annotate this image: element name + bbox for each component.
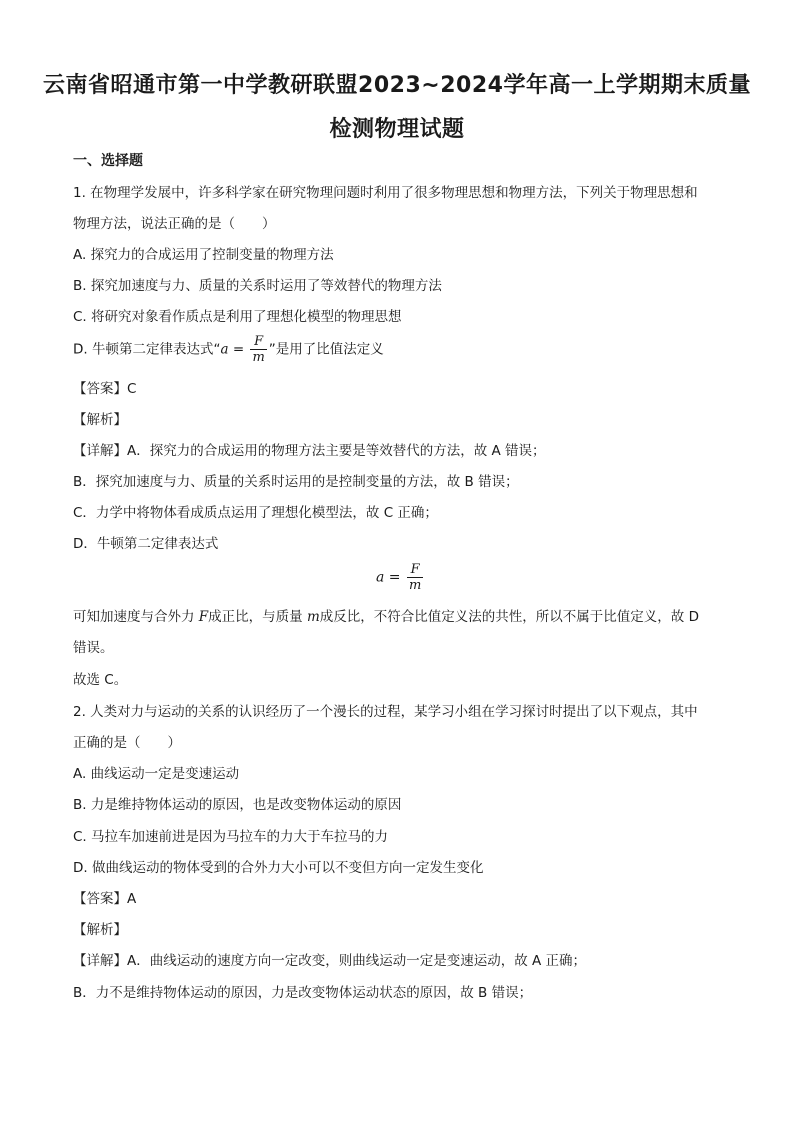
q2-option-b: B. 力是维持物体运动的原因，也是改变物体运动的原因 [73,797,402,813]
detail-text: A．曲线运动的速度方向一定改变，则曲线运动一定是变速运动，故 A 正确； [127,953,587,969]
q1-detail-line3: C．力学中将物体看成质点运用了理想化模型法，故 C 正确； [73,505,438,521]
q1-detail-line6: 错误。 [73,640,114,656]
detail-text: A．探究力的合成运用的物理方法主要是等效替代的方法，故 A 错误； [127,443,546,459]
q2-detail-line2: B．力不是维持物体运动的原因，力是改变物体运动状态的原因，故 B 错误； [73,985,533,1001]
answer-tag: 【答案】 [73,381,127,397]
q2-stem-line1: 2. 人类对力与运动的关系的认识经历了一个漫长的过程，某学习小组在学习探讨时提出了以下观点，其中 [73,704,698,720]
var-F: F [198,609,209,625]
q1-option-b: B. 探究加速度与力、质量的关系时运用了等效替代的物理方法 [73,278,442,294]
detail-tag: 【详解】 [73,953,127,969]
q2-detail-line1 [73,952,586,970]
q1-option-d-prefix: D. 牛顿第二定律表达式“ [73,341,221,358]
q2-option-d: D. 做曲线运动的物体受到的合外力大小可以不变但方向一定发生变化 [73,860,484,876]
q1-stem-line1: 1. 在物理学发展中，许多科学家在研究物理问题时利用了很多物理思想和物理方法，下列关于物理思想和 [73,185,698,201]
q2-analysis-tag: 【解析】 [73,922,127,938]
formula-display-numerator: F [407,562,423,578]
answer-value: A [127,891,137,907]
q1-detail-line2: B．探究加速度与力、质量的关系时运用的是控制变量的方法，故 B 错误； [73,474,519,490]
detail-tag: 【详解】 [73,443,127,459]
formula-display-denominator: m [409,578,422,593]
q2-option-a: A. 曲线运动一定是变速运动 [73,766,240,782]
q1-option-c: C. 将研究对象看作质点是利用了理想化模型的物理思想 [73,309,402,325]
var-m: m [306,609,320,625]
formula-display-eq: = [384,569,405,586]
section-heading: 一、选择题 [73,153,143,169]
document-title-line2: 检测物理试题 [329,117,465,142]
fraction-denominator: m [252,350,265,365]
q1-detail-line5 [73,608,699,626]
formula-display [376,562,425,593]
q1-stem-line2: 物理方法，说法正确的是（ ） [73,216,276,232]
document-title-line1: 云南省昭通市第一中学教研联盟2023~2024学年高一上学期期末质量 [43,73,751,98]
formula-lhs: a [220,341,229,358]
q1-option-a: A. 探究力的合成运用了控制变量的物理方法 [73,247,334,263]
detail-text-b: 成正比，与质量 [208,609,307,625]
q1-option-d-suffix: ”是用了比值法定义 [268,341,384,358]
detail-text-c: 成反比，不符合比值定义法的共性，所以不属于比值定义，故 D [319,609,699,625]
q1-detail-line4: D．牛顿第二定律表达式 [73,536,219,552]
q1-answer [73,380,136,398]
answer-tag: 【答案】 [73,891,127,907]
q2-stem-line2: 正确的是（ ） [73,735,181,751]
q1-analysis-tag: 【解析】 [73,412,127,428]
q1-detail-line1 [73,442,546,460]
formula-eq: = [228,341,249,358]
q1-option-d [73,334,384,365]
fraction-numerator: F [250,334,266,350]
detail-text-a: 可知加速度与合外力 [73,609,199,625]
formula-display-fraction [407,562,423,593]
q1-conclusion: 故选 C。 [73,672,128,688]
answer-value: C [127,381,137,397]
q2-option-c: C. 马拉车加速前进是因为马拉车的力大于车拉马的力 [73,829,389,845]
formula-display-lhs: a [376,569,385,586]
q2-answer [73,890,136,908]
fraction [250,334,266,365]
